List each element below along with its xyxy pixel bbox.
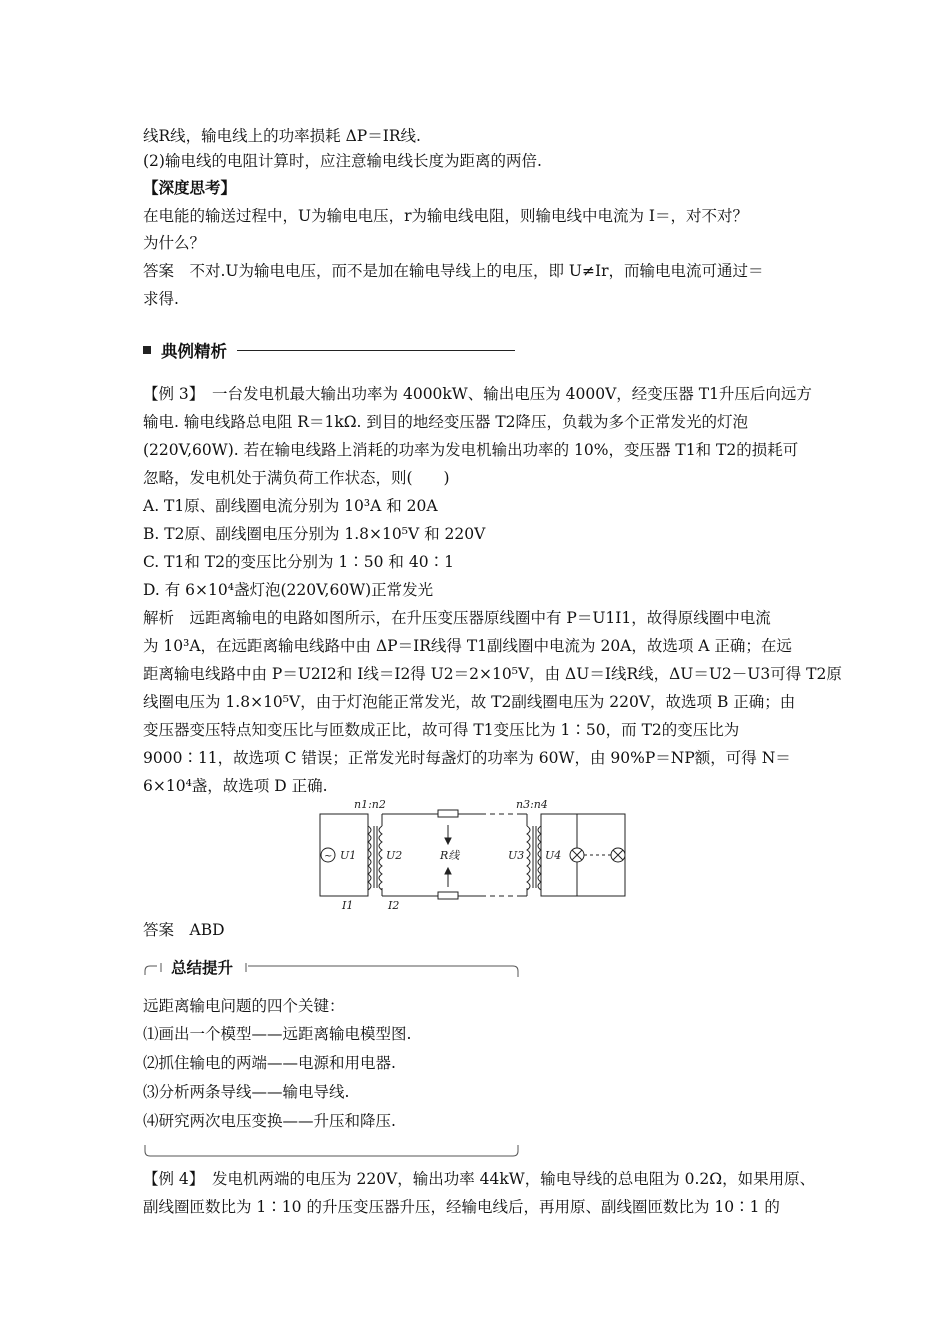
label-u3: U3 bbox=[508, 849, 525, 862]
transmission-circuit-diagram bbox=[316, 800, 646, 912]
frame-top-edge bbox=[248, 966, 518, 977]
summary-intro: 远距离输电问题的四个关键： bbox=[143, 997, 345, 1015]
label-i2: I2 bbox=[388, 899, 400, 912]
source-symbol: ~ bbox=[324, 851, 333, 862]
line-resistor-bottom bbox=[438, 892, 458, 899]
solution-line-3: 距离输电线路中由 P＝U2I2和 I线＝I2得 U2＝2×10⁵V，由 ΔU＝I线R线，ΔU＝U2－U3可得 T2原 bbox=[143, 665, 842, 683]
deep-thinking-answer-1: 答案 不对.U为输电电压，而不是加在输电导线上的电压，即 U≠Ir，而输电电流可通过＝ bbox=[143, 262, 764, 280]
deep-thinking-answer-2: 求得. bbox=[143, 290, 179, 308]
summary-item-1: ⑴画出一个模型——远距离输电模型图. bbox=[143, 1025, 412, 1043]
example4-para-1: 【例 4】 发电机两端的电压为 220V，输出功率 44kW，输电导线的总电阻为 0.2Ω，如果用原、 bbox=[143, 1170, 816, 1188]
example3-para-3: (220V,60W). 若在输电线路上消耗的功率为发电机输出功率的 10%，变压器 T1和 T2的损耗可 bbox=[143, 441, 799, 459]
square-bullet-icon bbox=[143, 346, 151, 354]
up-arrow-head bbox=[445, 868, 451, 874]
summary-item-3: ⑶分析两条导线——输电导线. bbox=[143, 1083, 350, 1101]
intro-line-1: 线R线，输电线上的功率损耗 ΔP＝IR线. bbox=[143, 127, 421, 145]
deep-thinking-question-1: 在电能的输送过程中，U为输电电压，r为输电线电阻，则输电线中电流为 I＝，对不对？ bbox=[143, 207, 749, 225]
frame-bottom-edge bbox=[145, 1145, 518, 1156]
option-b: B. T2原、副线圈电压分别为 1.8×10⁵V 和 220V bbox=[143, 525, 486, 543]
label-u2: U2 bbox=[386, 849, 403, 862]
example3-para-2: 输电. 输电线路总电阻 R＝1kΩ. 到目的地经变压器 T2降压，负载为多个正常发光的灯泡 bbox=[143, 413, 749, 431]
option-a: A. T1原、副线圈电流分别为 10³A 和 20A bbox=[143, 497, 438, 515]
deep-thinking-title: 【深度思考】 bbox=[143, 178, 237, 197]
example3-para-1: 【例 3】 一台发电机最大输出功率为 4000kW、输出电压为 4000V，经变压器 T1升压后向远方 bbox=[143, 385, 812, 403]
example3-para-4: 忽略，发电机处于满负荷工作状态，则( ) bbox=[143, 469, 450, 487]
example3-answer: 答案 ABD bbox=[143, 921, 225, 939]
option-c: C. T1和 T2的变压比分别为 1∶50 和 40∶1 bbox=[143, 553, 454, 571]
solution-line-7: 6×10⁴盏，故选项 D 正确. bbox=[143, 777, 328, 795]
solution-line-4: 线圈电压为 1.8×10⁵V，由于灯泡能正常发光，故 T2副线圈电压为 220V，故选项 B 正确；由 bbox=[143, 693, 796, 711]
section-rule bbox=[237, 350, 515, 351]
summary-item-2: ⑵抓住输电的两端——电源和用电器. bbox=[143, 1054, 396, 1072]
label-u1: U1 bbox=[340, 849, 357, 862]
intro-line-2: (2)输电线的电阻计算时，应注意输电线长度为距离的两倍. bbox=[143, 152, 542, 170]
turns-ratio-t1: n1:n2 bbox=[354, 800, 386, 811]
label-r-line: R线 bbox=[440, 849, 460, 862]
section-heading bbox=[143, 338, 515, 362]
solution-line-5: 变压器变压特点知变压比与匝数成正比，故可得 T1变压比为 1∶50，而 T2的变压比为 bbox=[143, 721, 740, 739]
solution-line-2: 为 10³A，在远距离输电线路中由 ΔP＝IR线得 T1副线圈中电流为 20A，故选项 A 正确；在远 bbox=[143, 637, 792, 655]
down-arrow-head bbox=[445, 838, 451, 844]
example4-para-2: 副线圈匝数比为 1∶10 的升压变压器升压，经输电线后，再用原、副线圈匝数比为 10∶1 的 bbox=[143, 1198, 780, 1216]
summary-title: 总结提升 bbox=[167, 956, 237, 978]
option-d: D. 有 6×10⁴盏灯泡(220V,60W)正常发光 bbox=[143, 581, 434, 599]
label-i1: I1 bbox=[342, 899, 354, 912]
summary-item-4: ⑷研究两次电压变换——升压和降压. bbox=[143, 1112, 396, 1130]
line-resistor-top bbox=[438, 810, 458, 817]
section-title: 典例精析 bbox=[161, 342, 227, 361]
t1-secondary-coil bbox=[379, 826, 382, 890]
solution-line-1: 解析 远距离输电的电路如图所示，在升压变压器原线圈中有 P＝U1I1，故得原线圈中电流 bbox=[143, 609, 771, 627]
turns-ratio-t2: n3:n4 bbox=[516, 800, 548, 811]
frame-corner bbox=[145, 966, 157, 975]
deep-thinking-question-2: 为什么？ bbox=[143, 234, 206, 252]
t2-primary-coil bbox=[527, 826, 530, 890]
label-u4: U4 bbox=[545, 849, 562, 862]
solution-line-6: 9000∶11，故选项 C 错误；正常发光时每盏灯的功率为 60W，由 90%P＝NP额，可得 N＝ bbox=[143, 749, 791, 767]
